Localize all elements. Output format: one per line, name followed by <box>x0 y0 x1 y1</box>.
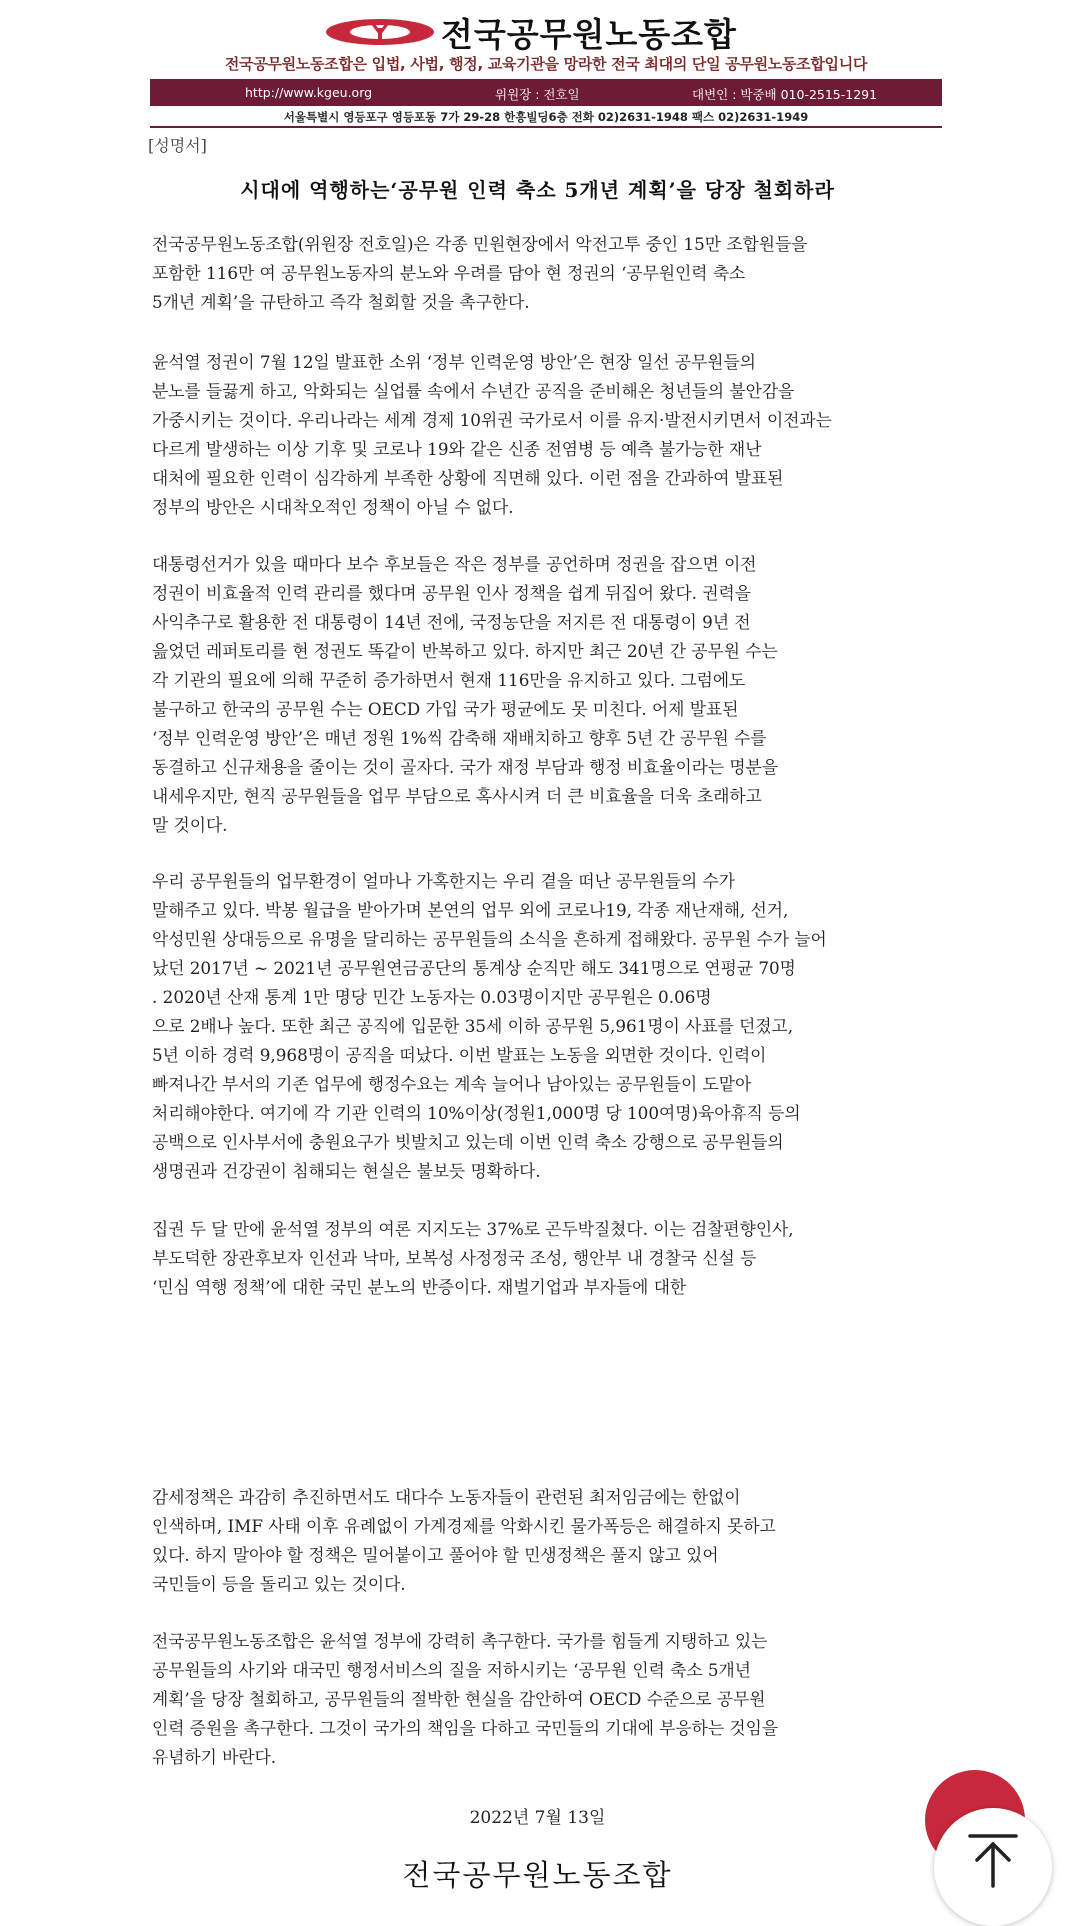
contact-bar <box>150 79 942 106</box>
text-line: ‘정부 인력운영 방안’은 매년 정원 1%씩 감축해 재배치하고 향후 5년 간 공무원 수를 <box>152 728 767 748</box>
signature: 전국공무원노동조합 <box>402 1858 673 1892</box>
chair-name: 위원장 : 전호일 <box>495 87 580 102</box>
statement-title: 시대에 역행하는‘공무원 인력 축소 5개년 계획’을 당장 철회하라 <box>240 178 835 202</box>
text-line: 윤석열 정권이 7월 12일 발표한 소위 ‘정부 인력운영 방안’은 현장 일선 공무원들의 <box>152 352 756 372</box>
text-line: ‘민심 역행 정책’에 대한 국민 분노의 반증이다. 재벌기업과 부자들에 대한 <box>152 1277 687 1297</box>
text-line: 공무원들의 사기와 대국민 행정서비스의 질을 저하시키는 ‘공무원 인력 축소 5개년 <box>152 1660 751 1680</box>
letterhead <box>150 12 942 130</box>
address-line: 서울특별시 영등포구 영등포동 7가 29-28 한흥빌딩6층 전화 02)2631-1948 팩스 02)2631-1949 <box>283 110 809 124</box>
text-line: 났던 2017년 ~ 2021년 공무원연금공단의 통계상 순직만 해도 341명으로 연평균 70명 <box>152 958 796 978</box>
text-line: 공백으로 인사부서에 충원요구가 빗발치고 있는데 이번 인력 축소 강행으로 공무원들의 <box>152 1132 784 1152</box>
text-line: 5개년 계획’을 규탄하고 즉각 철회할 것을 촉구한다. <box>152 292 530 312</box>
text-line: 5년 이하 경력 9,968명이 공직을 떠났다. 이번 발표는 노동을 외면한 것이다. 인력이 <box>152 1045 767 1065</box>
text-line: 대처에 필요한 인력이 심각하게 부족한 상황에 직면해 있다. 이런 점을 간과하여 발표된 <box>152 468 784 488</box>
text-line: 유념하기 바란다. <box>152 1747 277 1767</box>
text-line: 인력 증원을 촉구한다. 그것이 국가의 책임을 다하고 국민들의 기대에 부응하는 것임을 <box>152 1718 779 1738</box>
header-divider <box>150 126 942 128</box>
text-line: 전국공무원노동조합(위원장 전호일)은 각종 민원현장에서 악전고투 중인 15만 조합원들을 <box>152 234 808 254</box>
website-link[interactable]: http://www.kgeu.org <box>245 85 373 100</box>
paragraph-3 <box>152 550 778 840</box>
text-line: 으로 2배나 높다. 또한 최근 공직에 입문한 35세 이하 공무원 5,961명이 사표를 던졌고, <box>152 1016 794 1036</box>
union-emblem-icon <box>325 14 435 50</box>
text-line: 빠져나간 부서의 기존 업무에 행정수요는 계속 늘어나 남아있는 공무원들이 도맡아 <box>152 1074 752 1094</box>
scroll-to-top-button[interactable] <box>934 1808 1052 1926</box>
text-line: 각 기관의 필요에 의해 꾸준히 증가하면서 현재 116만을 유지하고 있다. 그럼에도 <box>152 670 746 690</box>
text-line: 말해주고 있다. 박봉 월급을 받아가며 본연의 업무 외에 코로나19, 각종 재난재해, 선거, <box>152 900 789 920</box>
text-line: 읊었던 레퍼토리를 현 정권도 똑같이 반복하고 있다. 하지만 최근 20년 간 공무원 수는 <box>152 641 778 661</box>
text-line: 우리 공무원들의 업무환경이 얼마나 가혹한지는 우리 곁을 떠난 공무원들의 수가 <box>152 871 735 891</box>
paragraph-4 <box>152 867 827 1186</box>
text-line: 계획’을 당장 철회하고, 공무원들의 절박한 현실을 감안하여 OECD 수준으로 공무원 <box>152 1689 766 1709</box>
text-line: 말 것이다. <box>152 815 228 835</box>
text-line: 동결하고 신규채용을 줄이는 것이 골자다. 국가 재정 부담과 행정 비효율이라는 명분을 <box>152 757 779 777</box>
text-line: 불구하고 한국의 공무원 수는 OECD 가입 국가 평균에도 못 미친다. 어제 발표된 <box>152 699 739 719</box>
paragraph-6 <box>152 1483 776 1599</box>
text-line: 부도덕한 장관후보자 인선과 낙마, 보복성 사정정국 조성, 행안부 내 경찰국 신설 등 <box>152 1248 757 1268</box>
text-line: 사익추구로 활용한 전 대통령이 14년 전에, 국정농단을 저지른 전 대통령이 9년 전 <box>152 612 751 632</box>
text-line: 포함한 116만 여 공무원노동자의 분노와 우려를 담아 현 정권의 ‘공무원인력 축소 <box>152 263 746 283</box>
text-line: 집권 두 달 만에 윤석열 정부의 여론 지지도는 37%로 곤두박질쳤다. 이는 검찰편향인사, <box>152 1219 794 1239</box>
spokesperson-contact: 대변인 : 박중배 010-2515-1291 <box>692 87 878 102</box>
text-line: . 2020년 산재 통계 1만 명당 민간 노동자는 0.03명이지만 공무원은 0.06명 <box>152 987 712 1007</box>
org-name: 전국공무원노동조합 <box>441 14 737 54</box>
paragraph-2 <box>152 348 832 522</box>
text-line: 정부의 방안은 시대착오적인 정책이 아닐 수 없다. <box>152 497 514 517</box>
issue-date: 2022년 7월 13일 <box>469 1808 606 1828</box>
text-line: 대통령선거가 있을 때마다 보수 후보들은 작은 정부를 공언하며 정권을 잡으면 이전 <box>152 554 757 574</box>
tagline: 전국공무원노동조합은 입법, 사법, 행정, 교육기관을 망라한 전국 최대의 단일 공무원노동조합입니다 <box>224 55 868 73</box>
text-line: 내세우지만, 현직 공무원들을 업무 부담으로 혹사시켜 더 큰 비효율을 더욱 초래하고 <box>152 786 762 806</box>
text-line: 정권이 비효율적 인력 관리를 했다며 공무원 인사 정책을 쉽게 뒤집어 왔다. 권력을 <box>152 583 751 603</box>
text-line: 전국공무원노동조합은 윤석열 정부에 강력히 촉구한다. 국가를 힘들게 지탱하고 있는 <box>152 1631 768 1651</box>
text-line: 국민들이 등을 돌리고 있는 것이다. <box>152 1574 406 1594</box>
paragraph-1 <box>152 230 807 317</box>
text-line: 악성민원 상대등으로 유명을 달리하는 공무원들의 소식을 흔하게 접해왔다. 공무원 수가 늘어 <box>152 929 827 949</box>
logo <box>325 12 737 52</box>
document-type-label: [성명서] <box>148 136 207 155</box>
text-line: 다르게 발생하는 이상 기후 및 코로나 19와 같은 신종 전염병 등 예측 불가능한 재난 <box>152 439 762 459</box>
paragraph-7 <box>152 1627 778 1772</box>
text-line: 인색하며, IMF 사태 이후 유례없이 가계경제를 악화시킨 물가폭등은 해결하지 못하고 <box>152 1516 776 1536</box>
text-line: 생명권과 건강권이 침해되는 현실은 불보듯 명확하다. <box>152 1161 541 1181</box>
text-line: 분노를 들끓게 하고, 악화되는 실업률 속에서 수년간 공직을 준비해온 청년들의 불안감을 <box>152 381 795 401</box>
text-line: 있다. 하지 말아야 할 정책은 밀어붙이고 풀어야 할 민생정책은 풀지 않고 있어 <box>152 1545 719 1565</box>
paragraph-5 <box>152 1215 794 1302</box>
text-line: 처리해야한다. 여기에 각 기관 인력의 10%이상(정원1,000명 당 100여명)육아휴직 등의 <box>152 1103 801 1123</box>
text-line: 가중시키는 것이다. 우리나라는 세계 경제 10위권 국가로서 이를 유지·발전시키면서 이전과는 <box>152 410 832 430</box>
arrow-up-icon <box>964 1830 1022 1888</box>
text-line: 감세정책은 과감히 추진하면서도 대다수 노동자들이 관련된 최저임금에는 한없이 <box>152 1487 741 1507</box>
